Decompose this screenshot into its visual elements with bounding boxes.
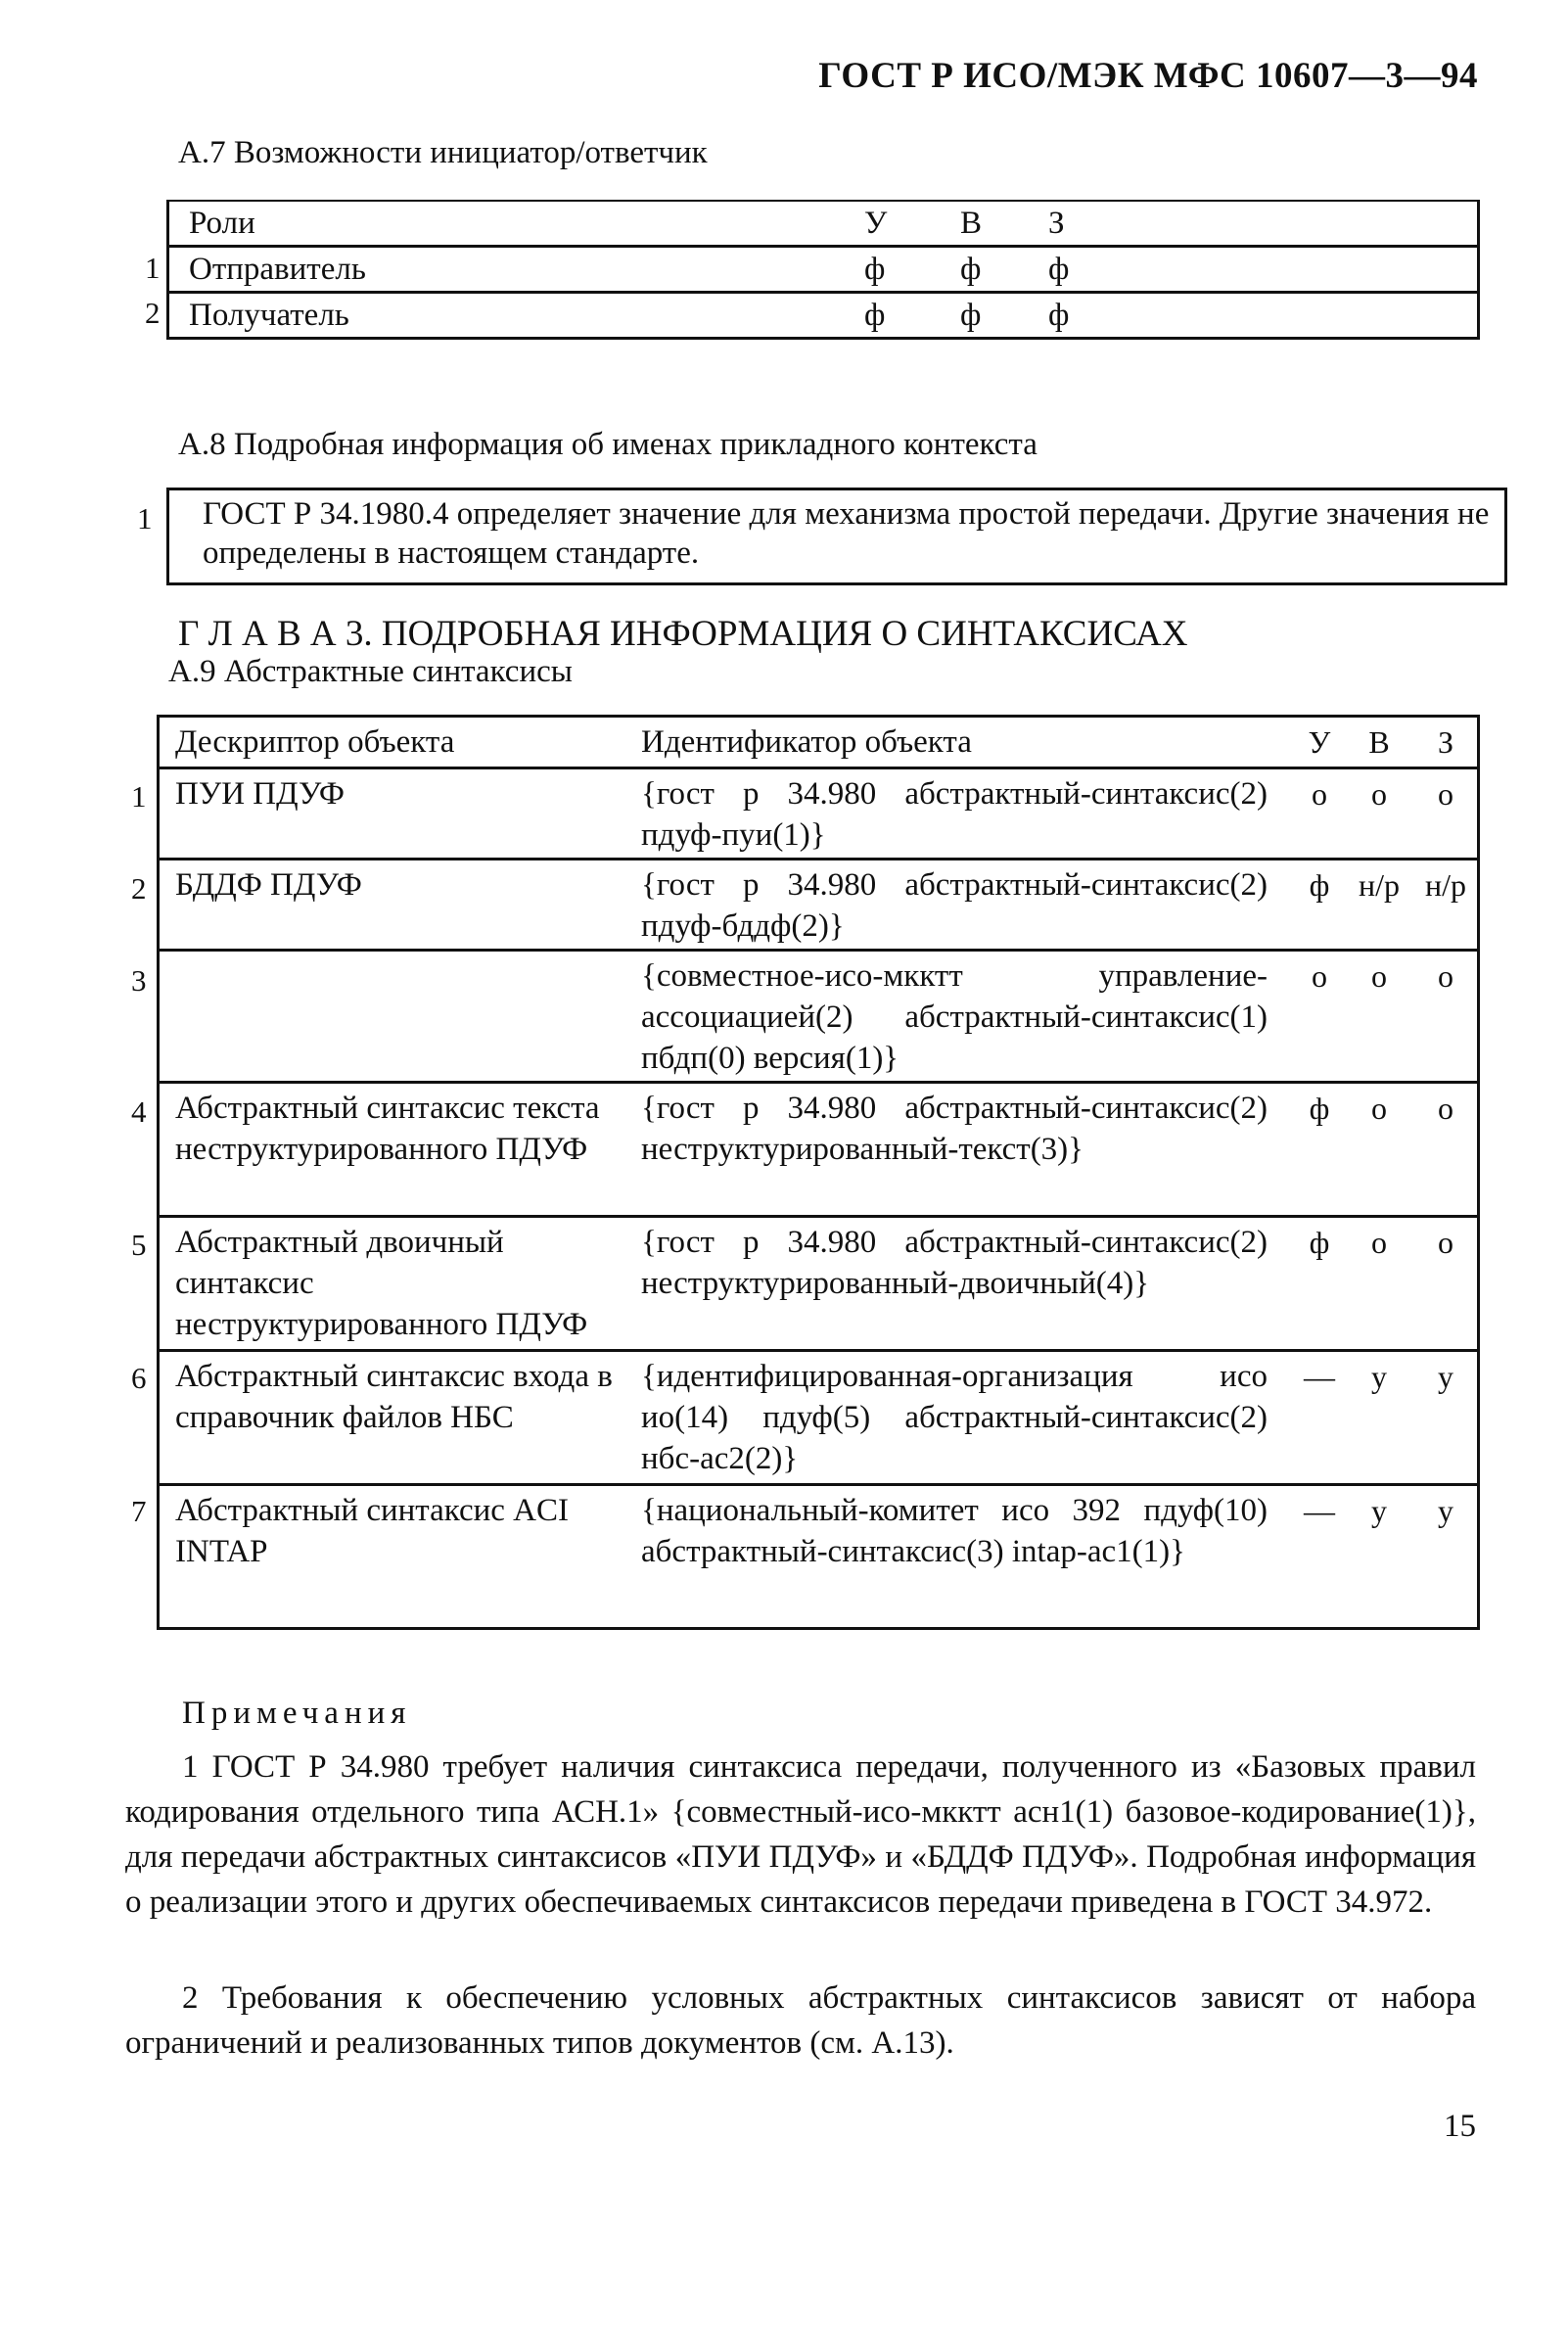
document-header: ГОСТ Р ИСО/МЭК МФС 10607—3—94 xyxy=(818,56,1478,96)
table-row xyxy=(160,769,1477,860)
column-header: В xyxy=(960,206,983,241)
object-descriptor: БДДФ ПДУФ xyxy=(175,867,362,903)
role-value-u: ф xyxy=(864,252,886,287)
column-header: Дескриптор объекта xyxy=(175,724,455,760)
role-value-z: ф xyxy=(1048,298,1070,333)
note-text: 1 ГОСТ Р 34.980 требует наличия синтаксиса передачи, полученного из «Базовых правил кодирования отдельного типа АСН.1» {совместный-исо-мкктт асн1(1) базовое-кодирование(1)}, для передачи абстрактных синтаксисов «ПУИ ПДУФ» и «БДДФ ПДУФ». Подробная информация о реализации этого и других обеспечиваемых синтаксисов передачи приведена в ГОСТ 34.972. xyxy=(125,1749,1476,1920)
value-u: — xyxy=(1304,1493,1335,1528)
row-number: 5 xyxy=(131,1228,147,1262)
object-identifier: {гост р 34.980 абстрактный-синтаксис(2) пдуф-бддф(2)} xyxy=(641,867,1268,944)
value-u: о xyxy=(1312,776,1327,812)
value-v: о xyxy=(1371,1225,1387,1260)
column-header: В xyxy=(1368,724,1390,760)
row-number: 6 xyxy=(131,1361,147,1395)
value-u: ф xyxy=(1309,1091,1330,1126)
value-v: о xyxy=(1371,776,1387,812)
context-info-box: ГОСТ Р 34.1980.4 определяет значение для механизма простой передачи. Другие значения не определены в настоящем стандарте. xyxy=(166,488,1507,585)
column-header: Роли xyxy=(189,206,255,241)
row-number: 3 xyxy=(131,963,147,998)
row-number: 2 xyxy=(145,296,161,330)
object-identifier: {гост р 34.980 абстрактный-синтаксис(2) неструктурированный-двоичный(4)} xyxy=(641,1225,1268,1301)
chapter-title: Г Л А В А 3. ПОДРОБНАЯ ИНФОРМАЦИЯ О СИНТАКСИСАХ xyxy=(178,614,1188,654)
section-a7-title: А.7 Возможности инициатор/ответчик xyxy=(178,135,708,170)
role-value-z: ф xyxy=(1048,252,1070,287)
object-descriptor: Абстрактный синтаксис входа в справочник файлов НБС xyxy=(175,1359,613,1435)
object-identifier: {национальный-комитет исо 392 пдуф(10) абстрактный-синтаксис(3) intap-ac1(1)} xyxy=(641,1493,1268,1569)
object-descriptor: ПУИ ПДУФ xyxy=(175,776,346,812)
value-z: н/р xyxy=(1424,867,1466,903)
table-row xyxy=(160,952,1477,1084)
section-a9-title: А.9 Абстрактные синтаксисы xyxy=(168,654,573,689)
value-z: о xyxy=(1438,958,1453,994)
column-header: У xyxy=(1308,724,1331,760)
column-header: З xyxy=(1048,206,1065,241)
note-paragraph xyxy=(125,1744,1476,1925)
value-u: ф xyxy=(1309,1225,1330,1260)
page-number: 15 xyxy=(1444,2109,1476,2144)
roles-table-header xyxy=(169,202,1477,248)
table-row xyxy=(160,1084,1477,1218)
object-descriptor: Абстрактный двоичный синтаксис неструктурированного ПДУФ xyxy=(175,1225,588,1342)
table-row xyxy=(160,1352,1477,1486)
notes-heading: Примечания xyxy=(182,1696,412,1731)
column-header: Идентификатор объекта xyxy=(641,724,972,760)
object-identifier: {идентифицированная-организация исо ио(14) пдуф(5) абстрактный-синтаксис(2) нбс-ас2(2)} xyxy=(641,1359,1268,1476)
role-value-v: ф xyxy=(960,252,982,287)
role-value-u: ф xyxy=(864,298,886,333)
table-row xyxy=(169,248,1477,294)
row-number: 2 xyxy=(131,871,147,906)
table-row xyxy=(160,860,1477,952)
column-header: З xyxy=(1437,724,1454,760)
object-identifier: {совместное-исо-мкктт управление-ассоциацией(2) абстрактный-синтаксис(1) пбдп(0) версия(1)} xyxy=(641,958,1268,1076)
value-z: о xyxy=(1438,1225,1453,1260)
object-descriptor: Абстрактный синтаксис ACI INTAP xyxy=(175,1493,570,1569)
object-descriptor: Абстрактный синтаксис текста неструктурированного ПДУФ xyxy=(175,1091,600,1167)
value-z: у xyxy=(1438,1493,1453,1528)
row-number: 7 xyxy=(131,1494,147,1528)
abstract-syntax-table xyxy=(157,715,1480,1630)
row-number: 1 xyxy=(145,251,161,285)
row-number: 1 xyxy=(131,779,147,814)
note-paragraph xyxy=(125,1976,1476,2066)
table-row xyxy=(160,1218,1477,1352)
value-v: о xyxy=(1371,958,1387,994)
note-text: 2 Требования к обеспечению условных абстрактных синтаксисов зависят от набора ограничений и реализованных типов документов (см. А.13). xyxy=(125,1980,1476,2061)
role-name: Получатель xyxy=(189,298,349,333)
value-v: у xyxy=(1371,1359,1387,1394)
value-u: о xyxy=(1312,958,1327,994)
value-z: о xyxy=(1438,1091,1453,1126)
role-name: Отправитель xyxy=(189,252,366,287)
role-value-v: ф xyxy=(960,298,982,333)
object-identifier: {гост р 34.980 абстрактный-синтаксис(2) неструктурированный-текст(3)} xyxy=(641,1091,1268,1167)
syntax-table-header xyxy=(160,718,1477,769)
section-a8-title: А.8 Подробная информация об именах прикладного контекста xyxy=(178,427,1038,462)
table-row xyxy=(169,294,1477,337)
row-number: 4 xyxy=(131,1094,147,1129)
column-header: У xyxy=(864,206,888,241)
value-v: н/р xyxy=(1358,867,1400,903)
table-row xyxy=(160,1486,1477,1627)
row-number: 1 xyxy=(137,501,153,535)
value-v: о xyxy=(1371,1091,1387,1126)
value-z: у xyxy=(1438,1359,1453,1394)
object-identifier: {гост р 34.980 абстрактный-синтаксис(2) пдуф-пуи(1)} xyxy=(641,776,1268,853)
value-z: о xyxy=(1438,776,1453,812)
value-u: — xyxy=(1304,1359,1335,1394)
value-u: ф xyxy=(1309,867,1330,903)
roles-table xyxy=(166,200,1480,340)
value-v: у xyxy=(1371,1493,1387,1528)
